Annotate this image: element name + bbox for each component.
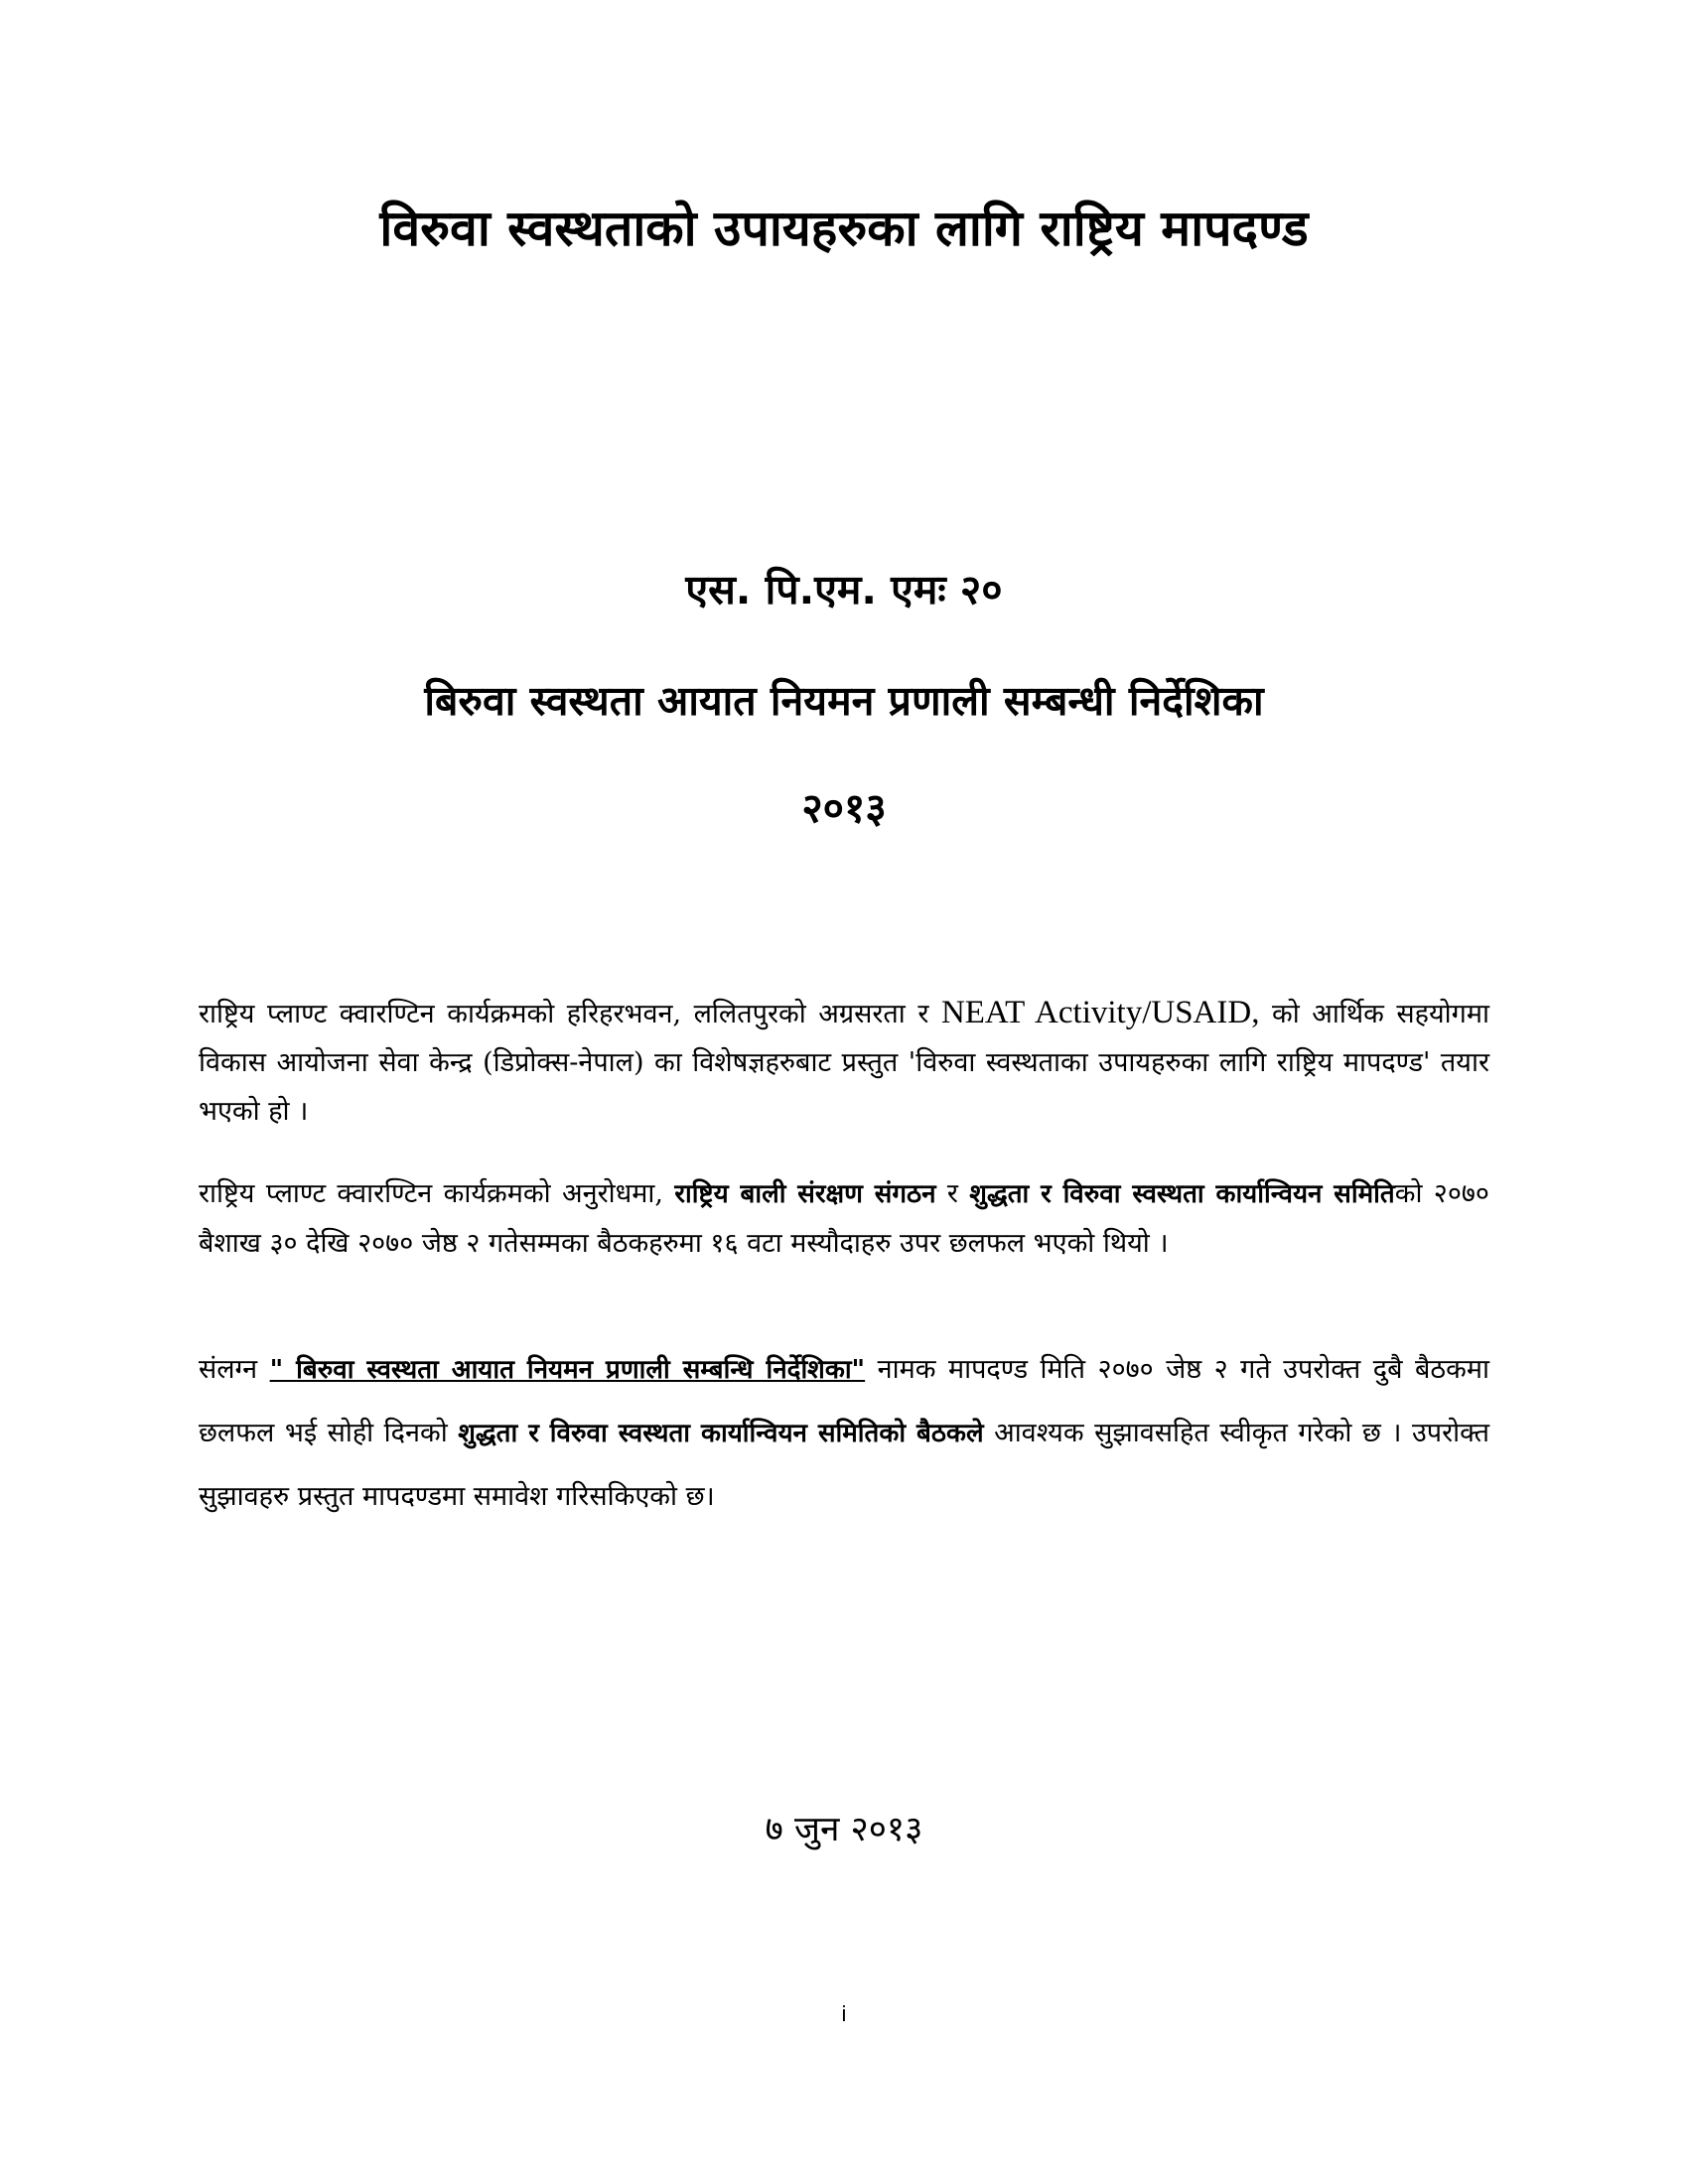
organization-name: राष्ट्रिय बाली संरक्षण संगठन xyxy=(674,1179,936,1209)
paragraph-approval-text-1: संलग्न xyxy=(199,1354,270,1385)
committee-meeting: शुद्धता र विरुवा स्वस्थता कार्यान्वियन समितिको बैठकले xyxy=(458,1419,984,1448)
paragraph-intro-text-1: राष्ट्रिय प्लाण्ट क्वारण्टिन कार्यक्रमको हरिहरभवन, ललितपुरको अग्रसरता र xyxy=(199,999,941,1029)
paragraph-intro-latin: NEAT Activity/USAID, xyxy=(940,995,1260,1030)
document-date: ७ जुन २०१३ xyxy=(765,1810,923,1849)
page-number: i xyxy=(841,2001,847,2026)
paragraph-intro-text-2: को आर्थिक सहयोगमा विकास आयोजना सेवा केन्द्र (डिप्रोक्स-नेपाल) का विशेषज्ञहरुबाट प्रस्तुत 'विरुवा स्वस्थताका उपायहरुका लागि राष्ट्रिय मापदण्ड' तयार भएको हो । xyxy=(199,999,1489,1127)
paragraph-approval-text-2: नामक मापदण्ड मिति २०७० जेष्ठ २ गते उपरोक्त दुबै बैठकमा छलफल भई सोही दिनको xyxy=(199,1354,1489,1448)
paragraph-intro xyxy=(199,989,1489,1136)
paragraph-approval xyxy=(199,1338,1489,1529)
committee-name: शुद्धता र विरुवा स्वस्थता कार्यान्वियन समिति xyxy=(969,1179,1395,1209)
paragraph-meetings-text-2: र xyxy=(935,1178,970,1209)
guideline-name: " बिरुवा स्वस्थता आयात नियमन प्रणाली सम्बन्धि निर्देशिका" xyxy=(269,1355,866,1385)
document-year: २०१३ xyxy=(801,784,887,832)
paragraph-meetings-text-1: राष्ट्रिय प्लाण्ट क्वारण्टिन कार्यक्रमको अनुरोधमा, xyxy=(199,1178,675,1209)
paragraph-approval-text-3: आवश्यक सुझावसहित स्वीकृत गरेको छ । उपरोक्त सुझावहरु प्रस्तुत मापदण्डमा समावेश गरिसकिएको छ। xyxy=(199,1418,1490,1512)
main-title: विरुवा स्वस्थताको उपायहरुका लागि राष्ट्रिय मापदण्ड xyxy=(379,200,1309,257)
document-subtitle: बिरुवा स्वस्थता आयात नियमन प्रणाली सम्बन्धी निर्देशिका xyxy=(424,677,1264,725)
paragraph-meetings xyxy=(199,1169,1489,1268)
standard-code: एस. पि.एम. एमः २० xyxy=(685,566,1003,614)
paragraph-meetings-text-3: को २०७० बैशाख ३० देखि २०७० जेष्ठ २ गतेसम्मका बैठकहरुमा १६ वटा मस्यौदाहरु उपर छलफल भएको थियो । xyxy=(199,1178,1489,1259)
